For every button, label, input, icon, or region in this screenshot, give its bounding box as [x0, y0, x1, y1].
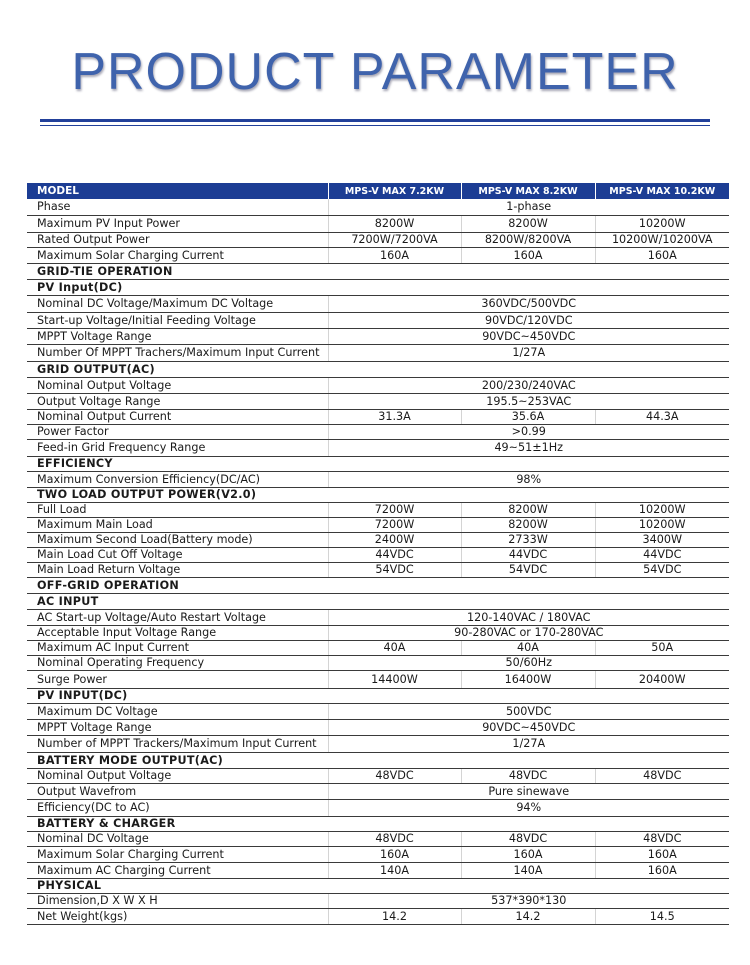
row-label: Maximum AC Charging Current [27, 862, 328, 878]
row-value-model-3: 160A [595, 846, 729, 862]
row-value-all-models: 200/230/240VAC [328, 377, 729, 393]
row-label: Nominal Output Voltage [27, 768, 328, 783]
row-value-all-models: 90-280VAC or 170-280VAC [328, 625, 729, 640]
header-model-1: MPS-V MAX 7.2KW [328, 183, 461, 199]
row-label: Maximum AC Input Current [27, 640, 328, 655]
row-value-model-1: 7200W/7200VA [328, 232, 461, 247]
table-row [27, 409, 729, 424]
row-value-model-3: 10200W/10200VA [595, 232, 729, 247]
row-value-model-1: 2400W [328, 532, 461, 547]
row-label: Dimension,D X W X H [27, 893, 328, 908]
table-row [27, 703, 729, 719]
table-row [27, 735, 729, 752]
row-label: Output Voltage Range [27, 393, 328, 409]
row-value-model-3: 3400W [595, 532, 729, 547]
row-label: Main Load Return Voltage [27, 562, 328, 577]
table-row [27, 328, 729, 344]
table-row [27, 640, 729, 655]
section-header-row [27, 577, 729, 593]
table-row [27, 377, 729, 393]
row-label: Maximum Solar Charging Current [27, 846, 328, 862]
row-value-all-models: Pure sinewave [328, 783, 729, 799]
row-value-model-3: 10200W [595, 502, 729, 517]
table-row [27, 768, 729, 783]
section-header-row [27, 688, 729, 703]
section-header-row [27, 487, 729, 502]
row-value-model-3: 14.5 [595, 908, 729, 924]
row-value-all-models: 94% [328, 799, 729, 816]
table-row [27, 424, 729, 439]
row-label: Nominal DC Voltage [27, 831, 328, 846]
row-value-model-2: 54VDC [461, 562, 595, 577]
row-label: Full Load [27, 502, 328, 517]
row-label: Surge Power [27, 670, 328, 688]
row-value-model-3: 160A [595, 247, 729, 263]
row-value-model-1: 54VDC [328, 562, 461, 577]
section-title: BATTERY & CHARGER [27, 816, 729, 831]
row-value-model-3: 20400W [595, 670, 729, 688]
row-label: Main Load Cut Off Voltage [27, 547, 328, 562]
row-value-model-2: 16400W [461, 670, 595, 688]
row-value-all-models: 537*390*130 [328, 893, 729, 908]
row-label: Maximum Solar Charging Current [27, 247, 328, 263]
row-value-model-1: 44VDC [328, 547, 461, 562]
row-value-all-models: 195.5~253VAC [328, 393, 729, 409]
row-value-model-1: 7200W [328, 502, 461, 517]
section-header-row [27, 279, 729, 295]
row-value-model-1: 160A [328, 846, 461, 862]
section-title: PV Input(DC) [27, 279, 729, 295]
row-value-model-2: 8200W [461, 215, 595, 232]
table-row [27, 862, 729, 878]
table-row [27, 471, 729, 487]
row-value-model-2: 48VDC [461, 831, 595, 846]
row-value-model-2: 160A [461, 247, 595, 263]
table-row [27, 344, 729, 361]
table-row [27, 799, 729, 816]
row-label: Output Wavefrom [27, 783, 328, 799]
row-label: Maximum DC Voltage [27, 703, 328, 719]
row-label: Maximum Second Load(Battery mode) [27, 532, 328, 547]
row-label: Net Weight(kgs) [27, 908, 328, 924]
row-label: Number Of MPPT Trachers/Maximum Input Current [27, 344, 328, 361]
section-header-row [27, 263, 729, 279]
row-label: Maximum Conversion Efficiency(DC/AC) [27, 471, 328, 487]
table-row [27, 846, 729, 862]
table-row [27, 215, 729, 232]
row-value-model-1: 140A [328, 862, 461, 878]
table-row [27, 609, 729, 625]
section-title: BATTERY MODE OUTPUT(AC) [27, 752, 729, 768]
section-title: AC INPUT [27, 593, 729, 609]
row-label: Number of MPPT Trackers/Maximum Input Current [27, 735, 328, 752]
row-value-model-1: 31.3A [328, 409, 461, 424]
section-header-row [27, 456, 729, 471]
section-title: PV INPUT(DC) [27, 688, 729, 703]
row-label: Nominal Output Voltage [27, 377, 328, 393]
row-value-model-2: 48VDC [461, 768, 595, 783]
row-value-model-3: 10200W [595, 517, 729, 532]
table-row [27, 393, 729, 409]
row-label: MPPT Voltage Range [27, 719, 328, 735]
section-title: GRID OUTPUT(AC) [27, 361, 729, 377]
row-value-all-models: 50/60Hz [328, 655, 729, 670]
row-value-model-2: 2733W [461, 532, 595, 547]
row-label: Efficiency(DC to AC) [27, 799, 328, 816]
row-label: Start-up Voltage/Initial Feeding Voltage [27, 312, 328, 328]
table-row [27, 532, 729, 547]
table-row [27, 719, 729, 735]
row-value-model-2: 44VDC [461, 547, 595, 562]
row-value-all-models: 90VDC~450VDC [328, 328, 729, 344]
row-value-model-3: 48VDC [595, 768, 729, 783]
table-row [27, 655, 729, 670]
row-value-model-1: 160A [328, 247, 461, 263]
row-value-model-1: 14.2 [328, 908, 461, 924]
row-value-model-2: 8200W [461, 502, 595, 517]
row-value-all-models: 98% [328, 471, 729, 487]
table-row [27, 908, 729, 924]
table-row [27, 625, 729, 640]
row-value-all-models: >0.99 [328, 424, 729, 439]
table-row [27, 439, 729, 456]
table-row [27, 547, 729, 562]
row-label: Nominal Operating Frequency [27, 655, 328, 670]
section-header-row [27, 752, 729, 768]
row-value-model-2: 160A [461, 846, 595, 862]
row-value-model-1: 7200W [328, 517, 461, 532]
table-row [27, 517, 729, 532]
spec-table-body [27, 183, 729, 924]
section-title: TWO LOAD OUTPUT POWER(V2.0) [27, 487, 729, 502]
row-value-model-3: 54VDC [595, 562, 729, 577]
section-title: OFF-GRID OPERATION [27, 577, 729, 593]
table-row [27, 247, 729, 263]
table-row [27, 295, 729, 312]
header-model-3: MPS-V MAX 10.2KW [595, 183, 729, 199]
row-value-model-3: 160A [595, 862, 729, 878]
row-label: Phase [27, 199, 328, 215]
row-label: Nominal DC Voltage/Maximum DC Voltage [27, 295, 328, 312]
section-header-row [27, 361, 729, 377]
row-label: AC Start-up Voltage/Auto Restart Voltage [27, 609, 328, 625]
section-header-row [27, 816, 729, 831]
row-label: Maximum PV Input Power [27, 215, 328, 232]
row-value-model-2: 35.6A [461, 409, 595, 424]
table-row [27, 562, 729, 577]
row-value-model-3: 10200W [595, 215, 729, 232]
row-value-all-models: 1/27A [328, 735, 729, 752]
header-label: MODEL [27, 183, 328, 199]
row-value-all-models: 500VDC [328, 703, 729, 719]
row-value-model-1: 14400W [328, 670, 461, 688]
section-title: EFFICIENCY [27, 456, 729, 471]
table-row [27, 831, 729, 846]
table-row [27, 232, 729, 247]
spec-table [27, 183, 729, 925]
row-value-model-2: 40A [461, 640, 595, 655]
table-row [27, 893, 729, 908]
row-value-all-models: 90VDC/120VDC [328, 312, 729, 328]
title-divider-thin [40, 125, 710, 126]
section-header-row [27, 593, 729, 609]
row-value-model-3: 48VDC [595, 831, 729, 846]
row-value-model-1: 40A [328, 640, 461, 655]
table-header-row [27, 183, 729, 199]
row-value-all-models: 1-phase [328, 199, 729, 215]
row-value-model-2: 14.2 [461, 908, 595, 924]
row-value-all-models: 1/27A [328, 344, 729, 361]
section-title: GRID-TIE OPERATION [27, 263, 729, 279]
section-header-row [27, 878, 729, 893]
table-row [27, 670, 729, 688]
row-value-model-3: 44.3A [595, 409, 729, 424]
title-divider-thick [40, 119, 710, 122]
row-value-all-models: 90VDC~450VDC [328, 719, 729, 735]
row-label: Acceptable Input Voltage Range [27, 625, 328, 640]
table-row [27, 199, 729, 215]
section-title: PHYSICAL [27, 878, 729, 893]
row-label: Rated Output Power [27, 232, 328, 247]
row-value-model-2: 8200W/8200VA [461, 232, 595, 247]
row-value-model-1: 48VDC [328, 768, 461, 783]
row-label: Nominal Output Current [27, 409, 328, 424]
row-value-all-models: 360VDC/500VDC [328, 295, 729, 312]
row-value-model-3: 50A [595, 640, 729, 655]
table-row [27, 783, 729, 799]
row-label: Maximum Main Load [27, 517, 328, 532]
table-row [27, 312, 729, 328]
row-label: Feed-in Grid Frequency Range [27, 439, 328, 456]
row-value-model-1: 8200W [328, 215, 461, 232]
row-label: MPPT Voltage Range [27, 328, 328, 344]
table-row [27, 502, 729, 517]
row-value-all-models: 49~51±1Hz [328, 439, 729, 456]
row-value-model-2: 8200W [461, 517, 595, 532]
row-label: Power Factor [27, 424, 328, 439]
row-value-all-models: 120-140VAC / 180VAC [328, 609, 729, 625]
page-title: PRODUCT PARAMETER [71, 43, 679, 101]
row-value-model-2: 140A [461, 862, 595, 878]
row-value-model-1: 48VDC [328, 831, 461, 846]
header-model-2: MPS-V MAX 8.2KW [461, 183, 595, 199]
row-value-model-3: 44VDC [595, 547, 729, 562]
